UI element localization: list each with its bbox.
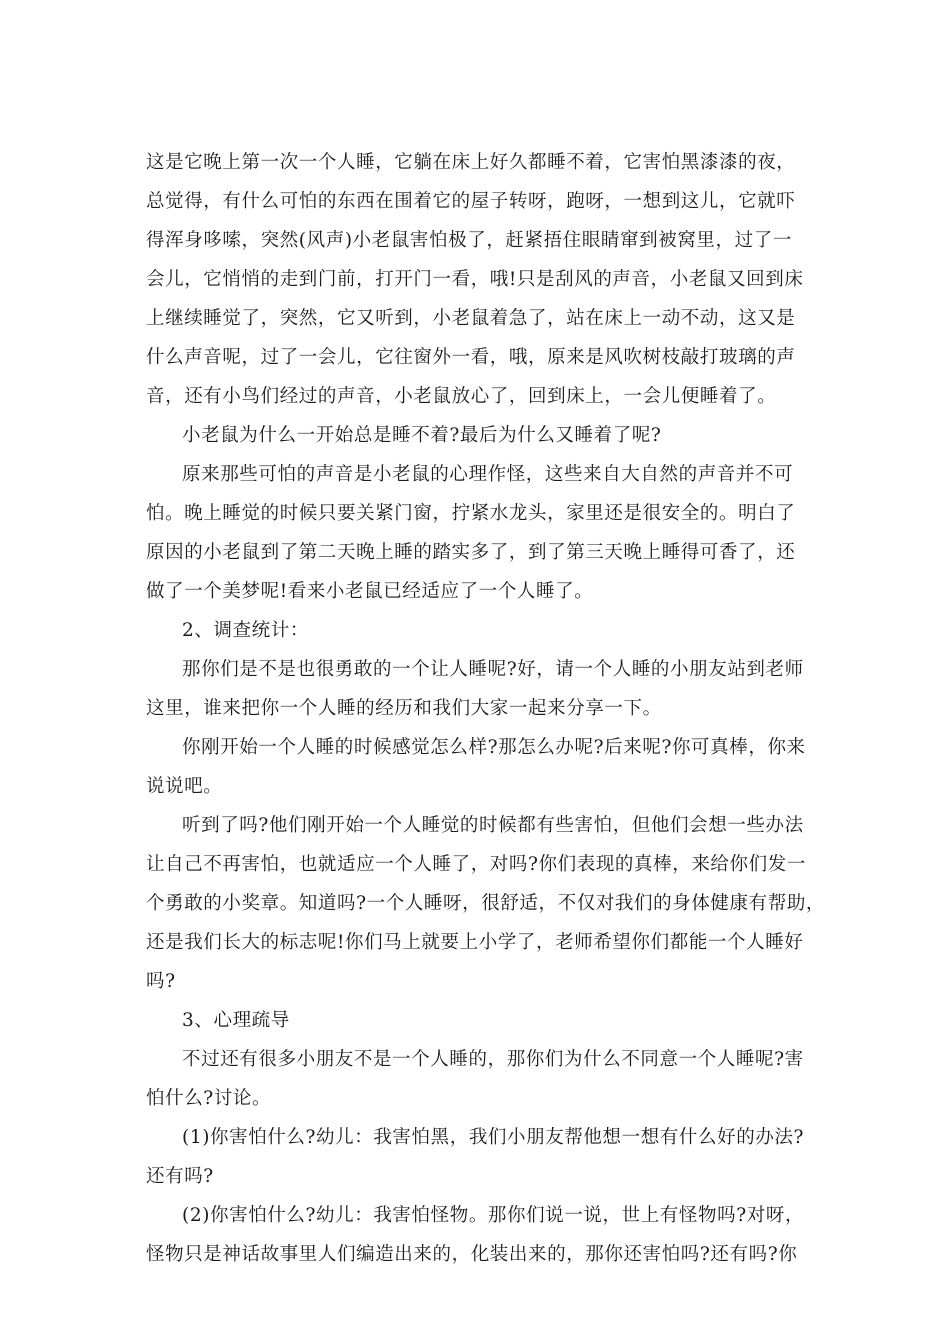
text-line: 怪物只是神话故事里人们编造出来的，化装出来的，那你还害怕吗?还有吗?你 xyxy=(146,1244,798,1265)
text-line: 会儿，它悄悄的走到门前，打开门一看，哦!只是刮风的声音，小老鼠又回到床 xyxy=(146,269,804,290)
text-line: 原来那些可怕的声音是小老鼠的心理作怪，这些来自大自然的声音并不可 xyxy=(182,464,794,485)
text-line: 总觉得，有什么可怕的东西在围着它的屋子转呀，跑呀，一想到这儿，它就吓 xyxy=(146,191,796,212)
text-line: 这是它晚上第一次一个人睡，它躺在床上好久都睡不着，它害怕黑漆漆的夜， xyxy=(146,152,796,173)
text-line: 个勇敢的小奖章。知道吗?一个人睡呀，很舒适，不仅对我们的身体健康有帮助， xyxy=(146,893,826,914)
text-line: 音，还有小鸟们经过的声音，小老鼠放心了，回到床上，一会儿便睡着了。 xyxy=(146,386,777,407)
section-heading: 2、调查统计： xyxy=(182,620,309,641)
text-line: 小老鼠为什么一开始总是睡不着?最后为什么又睡着了呢? xyxy=(182,425,662,446)
text-line: 怕。晚上睡觉的时候只要关紧门窗，拧紧水龙头，家里还是很安全的。明白了 xyxy=(146,503,796,524)
text-line: 吗? xyxy=(146,971,176,992)
text-line: 什么声音呢，过了一会儿，它往窗外一看，哦，原来是风吹树枝敲打玻璃的声 xyxy=(146,347,796,368)
text-line: 做了一个美梦呢!看来小老鼠已经适应了一个人睡了。 xyxy=(146,581,594,602)
text-line: 上继续睡觉了，突然，它又听到，小老鼠着急了，站在床上一动不动，这又是 xyxy=(146,308,796,329)
text-line: 不过还有很多小朋友不是一个人睡的，那你们为什么不同意一个人睡呢?害 xyxy=(182,1049,804,1070)
text-line: 怕什么?讨论。 xyxy=(146,1088,272,1109)
text-line: 你刚开始一个人睡的时候感觉怎么样?那怎么办呢?后来呢?你可真棒，你来 xyxy=(182,737,806,758)
text-line: (2)你害怕什么?幼儿：我害怕怪物。那你们说一说，世上有怪物吗?对呀， xyxy=(182,1205,805,1226)
text-line: 还有吗? xyxy=(146,1166,214,1187)
text-line: 这里，谁来把你一个人睡的经历和我们大家一起来分享一下。 xyxy=(146,698,662,719)
text-line: 听到了吗?他们刚开始一个人睡觉的时候都有些害怕，但他们会想一些办法 xyxy=(182,815,804,836)
text-line: 说说吧。 xyxy=(146,776,223,797)
text-line: 原因的小老鼠到了第二天晚上睡的踏实多了，到了第三天晚上睡得可香了，还 xyxy=(146,542,796,563)
section-heading: 3、心理疏导 xyxy=(182,1010,290,1031)
text-line: 让自己不再害怕，也就适应一个人睡了，对吗?你们表现的真棒，来给你们发一 xyxy=(146,854,806,875)
text-line: 得浑身哆嗦，突然(风声)小老鼠害怕极了，赶紧捂住眼睛窜到被窝里，过了一 xyxy=(146,230,792,251)
text-line: 还是我们长大的标志呢!你们马上就要上小学了，老师希望你们都能一个人睡好 xyxy=(146,932,804,953)
text-line: (1)你害怕什么?幼儿：我害怕黑，我们小朋友帮他想一想有什么好的办法? xyxy=(182,1127,805,1148)
text-line: 那你们是不是也很勇敢的一个让人睡呢?好，请一个人睡的小朋友站到老师 xyxy=(182,659,804,680)
